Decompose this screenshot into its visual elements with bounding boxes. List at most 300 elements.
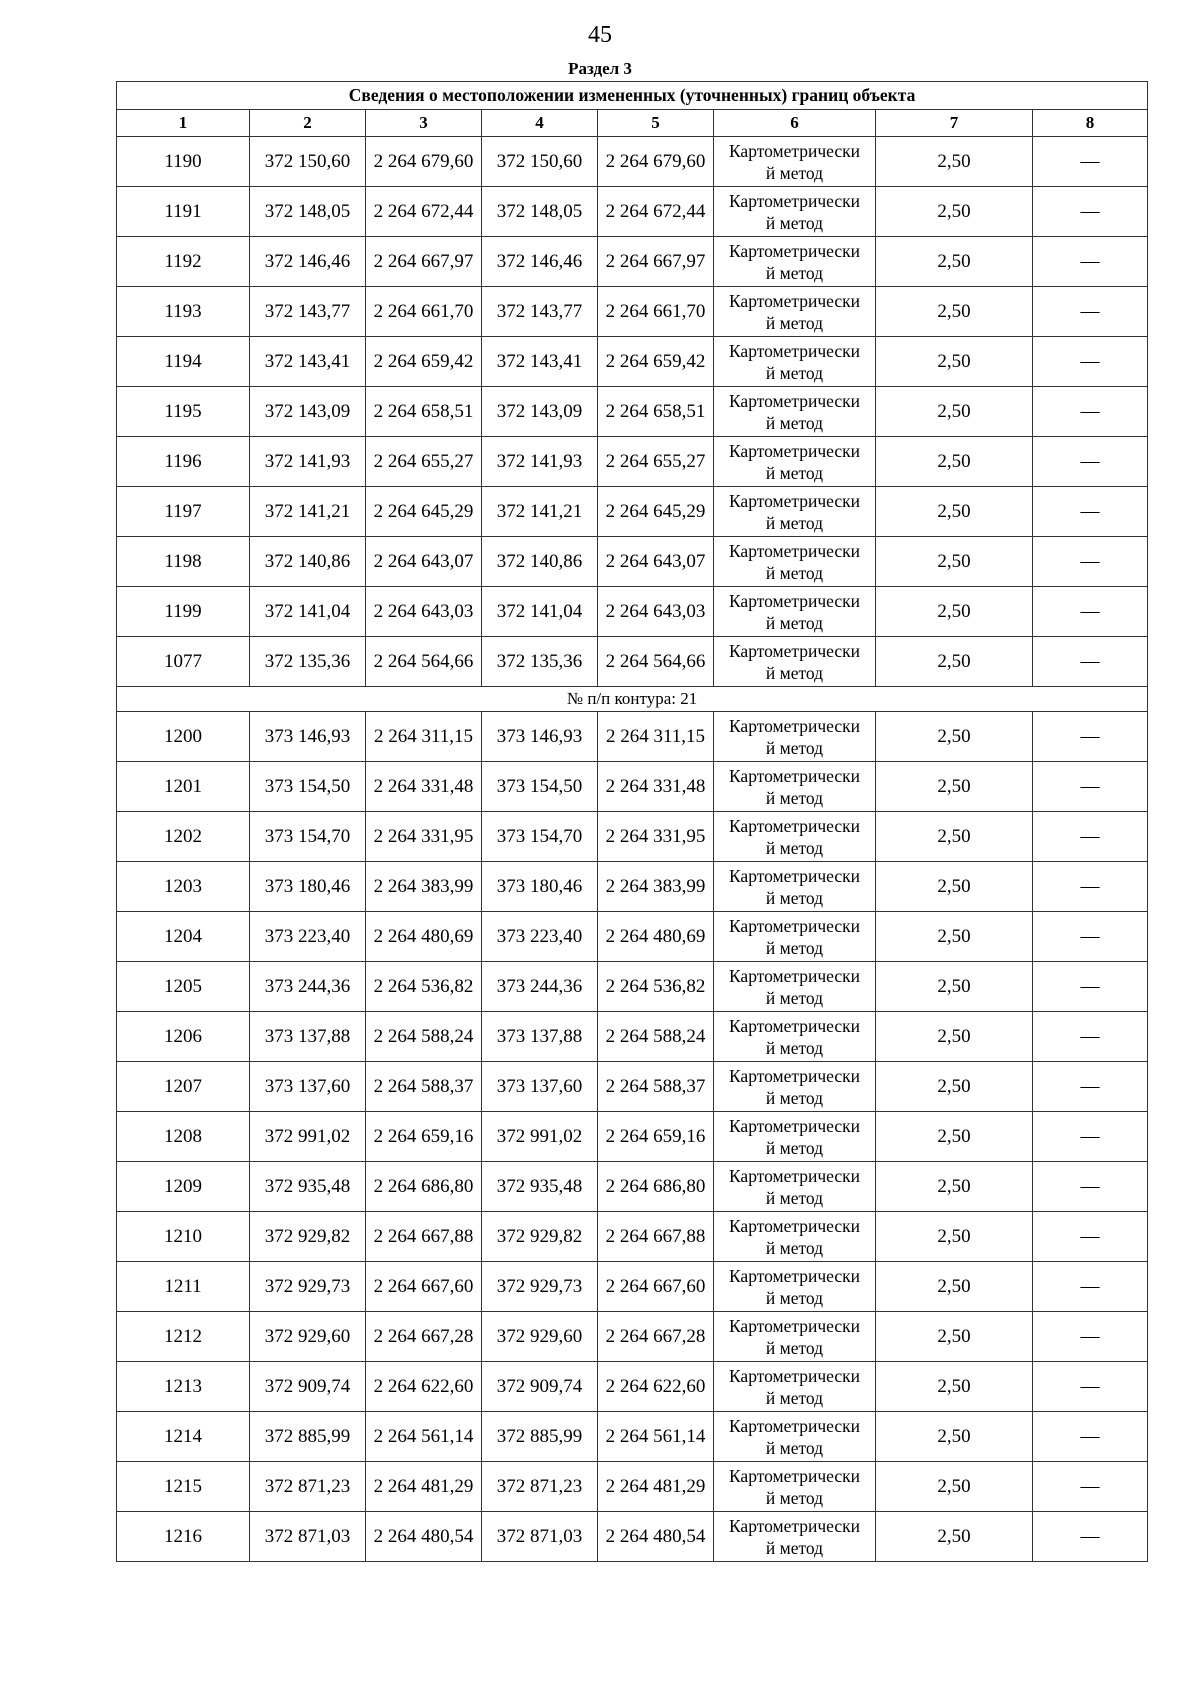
y-existing-cell: 2 264 311,15 — [366, 712, 482, 762]
table-row — [117, 187, 1148, 237]
contour-label-row — [117, 687, 1148, 712]
y-existing-cell: 2 264 667,97 — [366, 237, 482, 287]
method-cell — [714, 862, 876, 912]
accuracy-cell: 2,50 — [876, 137, 1033, 187]
column-number: 4 — [482, 110, 598, 137]
method-text-line1: Картометрически — [728, 490, 861, 511]
y-existing-cell: 2 264 659,42 — [366, 337, 482, 387]
method-cell — [714, 287, 876, 337]
x-refined-cell: 372 141,21 — [482, 487, 598, 537]
method-text-line2: й метод — [765, 937, 824, 958]
method-text-line1: Картометрически — [728, 1015, 861, 1036]
y-existing-cell: 2 264 667,88 — [366, 1212, 482, 1262]
method-text-line1: Картометрически — [728, 1165, 861, 1186]
x-existing-cell: 373 180,46 — [250, 862, 366, 912]
method-text-line1: Картометрически — [728, 1365, 861, 1386]
description-cell: — — [1033, 337, 1148, 387]
method-cell — [714, 712, 876, 762]
point-number-cell: 1203 — [117, 862, 250, 912]
method-text-line2: й метод — [765, 737, 824, 758]
method-text-line2: й метод — [765, 1287, 824, 1308]
method-text-line2: й метод — [765, 1137, 824, 1158]
x-existing-cell: 373 137,88 — [250, 1012, 366, 1062]
method-text-line2: й метод — [765, 512, 824, 533]
table-row — [117, 1262, 1148, 1312]
method-text-line1: Картометрически — [728, 1115, 861, 1136]
method-text-line2: й метод — [765, 1337, 824, 1358]
column-number: 1 — [117, 110, 250, 137]
x-refined-cell: 372 148,05 — [482, 187, 598, 237]
x-existing-cell: 372 885,99 — [250, 1412, 366, 1462]
y-refined-cell: 2 264 667,97 — [598, 237, 714, 287]
y-existing-cell: 2 264 331,95 — [366, 812, 482, 862]
point-number-cell: 1194 — [117, 337, 250, 387]
x-refined-cell: 372 885,99 — [482, 1412, 598, 1462]
table-row — [117, 587, 1148, 637]
method-cell — [714, 1412, 876, 1462]
accuracy-cell: 2,50 — [876, 1462, 1033, 1512]
x-existing-cell: 372 871,03 — [250, 1512, 366, 1562]
x-refined-cell: 372 143,09 — [482, 387, 598, 437]
x-refined-cell: 372 991,02 — [482, 1112, 598, 1162]
method-cell — [714, 1112, 876, 1162]
description-cell: — — [1033, 1362, 1148, 1412]
y-existing-cell: 2 264 331,48 — [366, 762, 482, 812]
method-cell — [714, 1162, 876, 1212]
x-existing-cell: 372 929,60 — [250, 1312, 366, 1362]
x-existing-cell: 373 154,70 — [250, 812, 366, 862]
method-text-line2: й метод — [765, 887, 824, 908]
contour-label: № п/п контура: 21 — [117, 687, 1148, 712]
point-number-cell: 1077 — [117, 637, 250, 687]
method-cell — [714, 962, 876, 1012]
point-number-cell: 1210 — [117, 1212, 250, 1262]
y-refined-cell: 2 264 383,99 — [598, 862, 714, 912]
method-cell — [714, 237, 876, 287]
y-existing-cell: 2 264 658,51 — [366, 387, 482, 437]
y-refined-cell: 2 264 645,29 — [598, 487, 714, 537]
x-existing-cell: 372 148,05 — [250, 187, 366, 237]
y-refined-cell: 2 264 667,28 — [598, 1312, 714, 1362]
x-refined-cell: 373 244,36 — [482, 962, 598, 1012]
method-text-line2: й метод — [765, 162, 824, 183]
accuracy-cell: 2,50 — [876, 587, 1033, 637]
method-cell — [714, 1212, 876, 1262]
x-refined-cell: 373 154,50 — [482, 762, 598, 812]
method-cell — [714, 137, 876, 187]
method-cell — [714, 1512, 876, 1562]
x-existing-cell: 372 143,09 — [250, 387, 366, 437]
y-refined-cell: 2 264 481,29 — [598, 1462, 714, 1512]
x-refined-cell: 373 137,88 — [482, 1012, 598, 1062]
y-existing-cell: 2 264 481,29 — [366, 1462, 482, 1512]
accuracy-cell: 2,50 — [876, 962, 1033, 1012]
point-number-cell: 1213 — [117, 1362, 250, 1412]
column-number: 6 — [714, 110, 876, 137]
y-refined-cell: 2 264 659,16 — [598, 1112, 714, 1162]
point-number-cell: 1206 — [117, 1012, 250, 1062]
method-cell — [714, 637, 876, 687]
method-text-line2: й метод — [765, 787, 824, 808]
description-cell: — — [1033, 1462, 1148, 1512]
table-row — [117, 237, 1148, 287]
table-row — [117, 1212, 1148, 1262]
method-text-line1: Картометрически — [728, 640, 861, 661]
method-cell — [714, 1012, 876, 1062]
table-row — [117, 437, 1148, 487]
coordinates-table — [116, 81, 1148, 1562]
table-row — [117, 1462, 1148, 1512]
x-existing-cell: 372 150,60 — [250, 137, 366, 187]
point-number-cell: 1214 — [117, 1412, 250, 1462]
method-text-line1: Картометрически — [728, 815, 861, 836]
table-row — [117, 387, 1148, 437]
y-existing-cell: 2 264 672,44 — [366, 187, 482, 237]
table-row — [117, 1312, 1148, 1362]
table-row — [117, 912, 1148, 962]
table-row — [117, 762, 1148, 812]
point-number-cell: 1215 — [117, 1462, 250, 1512]
x-existing-cell: 373 223,40 — [250, 912, 366, 962]
method-text-line1: Картометрически — [728, 1215, 861, 1236]
point-number-cell: 1208 — [117, 1112, 250, 1162]
x-existing-cell: 372 935,48 — [250, 1162, 366, 1212]
accuracy-cell: 2,50 — [876, 237, 1033, 287]
x-refined-cell: 372 871,23 — [482, 1462, 598, 1512]
x-existing-cell: 373 244,36 — [250, 962, 366, 1012]
y-refined-cell: 2 264 480,54 — [598, 1512, 714, 1562]
y-refined-cell: 2 264 480,69 — [598, 912, 714, 962]
y-refined-cell: 2 264 331,48 — [598, 762, 714, 812]
method-text-line1: Картометрически — [728, 140, 861, 161]
accuracy-cell: 2,50 — [876, 1412, 1033, 1462]
method-cell — [714, 912, 876, 962]
x-existing-cell: 373 146,93 — [250, 712, 366, 762]
x-existing-cell: 372 140,86 — [250, 537, 366, 587]
accuracy-cell: 2,50 — [876, 1012, 1033, 1062]
method-text-line2: й метод — [765, 1087, 824, 1108]
point-number-cell: 1202 — [117, 812, 250, 862]
y-refined-cell: 2 264 661,70 — [598, 287, 714, 337]
method-text-line2: й метод — [765, 612, 824, 633]
accuracy-cell: 2,50 — [876, 812, 1033, 862]
accuracy-cell: 2,50 — [876, 762, 1033, 812]
x-refined-cell: 372 871,03 — [482, 1512, 598, 1562]
x-refined-cell: 372 909,74 — [482, 1362, 598, 1412]
method-cell — [714, 187, 876, 237]
column-number: 5 — [598, 110, 714, 137]
column-number: 7 — [876, 110, 1033, 137]
y-refined-cell: 2 264 622,60 — [598, 1362, 714, 1412]
method-cell — [714, 487, 876, 537]
y-refined-cell: 2 264 561,14 — [598, 1412, 714, 1462]
y-refined-cell: 2 264 643,03 — [598, 587, 714, 637]
method-text-line2: й метод — [765, 412, 824, 433]
y-existing-cell: 2 264 622,60 — [366, 1362, 482, 1412]
accuracy-cell: 2,50 — [876, 537, 1033, 587]
description-cell: — — [1033, 1262, 1148, 1312]
method-cell — [714, 1362, 876, 1412]
x-refined-cell: 372 141,93 — [482, 437, 598, 487]
x-refined-cell: 373 180,46 — [482, 862, 598, 912]
y-refined-cell: 2 264 667,88 — [598, 1212, 714, 1262]
description-cell: — — [1033, 762, 1148, 812]
method-text-line1: Картометрически — [728, 915, 861, 936]
method-cell — [714, 337, 876, 387]
method-text-line1: Картометрически — [728, 340, 861, 361]
method-text-line1: Картометрически — [728, 1265, 861, 1286]
accuracy-cell: 2,50 — [876, 637, 1033, 687]
description-cell: — — [1033, 387, 1148, 437]
table-row — [117, 1412, 1148, 1462]
accuracy-cell: 2,50 — [876, 287, 1033, 337]
description-cell: — — [1033, 587, 1148, 637]
table-row — [117, 487, 1148, 537]
table-row — [117, 137, 1148, 187]
table-title: Сведения о местоположении измененных (уточненных) границ объекта — [117, 82, 1148, 110]
y-existing-cell: 2 264 686,80 — [366, 1162, 482, 1212]
method-cell — [714, 537, 876, 587]
description-cell: — — [1033, 1112, 1148, 1162]
x-refined-cell: 372 929,82 — [482, 1212, 598, 1262]
description-cell: — — [1033, 812, 1148, 862]
method-cell — [714, 1262, 876, 1312]
x-refined-cell: 372 140,86 — [482, 537, 598, 587]
accuracy-cell: 2,50 — [876, 1212, 1033, 1262]
y-refined-cell: 2 264 667,60 — [598, 1262, 714, 1312]
y-refined-cell: 2 264 588,37 — [598, 1062, 714, 1112]
x-refined-cell: 373 154,70 — [482, 812, 598, 862]
x-existing-cell: 372 141,21 — [250, 487, 366, 537]
x-existing-cell: 373 154,50 — [250, 762, 366, 812]
x-existing-cell: 372 929,82 — [250, 1212, 366, 1262]
method-text-line2: й метод — [765, 1237, 824, 1258]
method-text-line2: й метод — [765, 1187, 824, 1208]
method-text-line1: Картометрически — [728, 390, 861, 411]
table-row — [117, 1112, 1148, 1162]
x-existing-cell: 372 143,41 — [250, 337, 366, 387]
description-cell: — — [1033, 712, 1148, 762]
description-cell: — — [1033, 962, 1148, 1012]
table-row — [117, 1512, 1148, 1562]
method-text-line2: й метод — [765, 1387, 824, 1408]
method-text-line1: Картометрически — [728, 290, 861, 311]
x-refined-cell: 373 146,93 — [482, 712, 598, 762]
description-cell: — — [1033, 637, 1148, 687]
x-refined-cell: 373 223,40 — [482, 912, 598, 962]
x-existing-cell: 372 909,74 — [250, 1362, 366, 1412]
method-text-line2: й метод — [765, 987, 824, 1008]
x-refined-cell: 372 143,41 — [482, 337, 598, 387]
x-refined-cell: 372 929,60 — [482, 1312, 598, 1362]
x-existing-cell: 373 137,60 — [250, 1062, 366, 1112]
table-row — [117, 1362, 1148, 1412]
point-number-cell: 1212 — [117, 1312, 250, 1362]
description-cell: — — [1033, 1512, 1148, 1562]
y-refined-cell: 2 264 655,27 — [598, 437, 714, 487]
x-refined-cell: 373 137,60 — [482, 1062, 598, 1112]
accuracy-cell: 2,50 — [876, 437, 1033, 487]
method-text-line1: Картометрически — [728, 440, 861, 461]
x-existing-cell: 372 871,23 — [250, 1462, 366, 1512]
description-cell: — — [1033, 237, 1148, 287]
method-text-line1: Картометрически — [728, 590, 861, 611]
y-refined-cell: 2 264 564,66 — [598, 637, 714, 687]
method-text-line1: Картометрически — [728, 1065, 861, 1086]
method-text-line1: Картометрически — [728, 1515, 861, 1536]
point-number-cell: 1196 — [117, 437, 250, 487]
point-number-cell: 1192 — [117, 237, 250, 287]
x-refined-cell: 372 141,04 — [482, 587, 598, 637]
x-refined-cell: 372 146,46 — [482, 237, 598, 287]
y-refined-cell: 2 264 331,95 — [598, 812, 714, 862]
section-title: Раздел 3 — [568, 59, 632, 78]
x-existing-cell: 372 929,73 — [250, 1262, 366, 1312]
method-text-line2: й метод — [765, 1537, 824, 1558]
x-existing-cell: 372 141,93 — [250, 437, 366, 487]
table-body — [117, 137, 1148, 1562]
method-cell — [714, 762, 876, 812]
description-cell: — — [1033, 862, 1148, 912]
accuracy-cell: 2,50 — [876, 862, 1033, 912]
method-text-line1: Картометрически — [728, 1465, 861, 1486]
table-row — [117, 537, 1148, 587]
accuracy-cell: 2,50 — [876, 1112, 1033, 1162]
description-cell: — — [1033, 912, 1148, 962]
method-text-line2: й метод — [765, 1037, 824, 1058]
accuracy-cell: 2,50 — [876, 1262, 1033, 1312]
column-number: 2 — [250, 110, 366, 137]
accuracy-cell: 2,50 — [876, 712, 1033, 762]
table-row — [117, 337, 1148, 387]
method-text-line1: Картометрически — [728, 765, 861, 786]
accuracy-cell: 2,50 — [876, 1512, 1033, 1562]
table-row — [117, 712, 1148, 762]
point-number-cell: 1211 — [117, 1262, 250, 1312]
page-number: 45 — [588, 22, 612, 48]
description-cell: — — [1033, 1162, 1148, 1212]
x-refined-cell: 372 143,77 — [482, 287, 598, 337]
y-existing-cell: 2 264 588,37 — [366, 1062, 482, 1112]
y-refined-cell: 2 264 588,24 — [598, 1012, 714, 1062]
x-refined-cell: 372 135,36 — [482, 637, 598, 687]
y-existing-cell: 2 264 667,28 — [366, 1312, 482, 1362]
y-existing-cell: 2 264 659,16 — [366, 1112, 482, 1162]
x-refined-cell: 372 929,73 — [482, 1262, 598, 1312]
description-cell: — — [1033, 287, 1148, 337]
table-row — [117, 1162, 1148, 1212]
point-number-cell: 1198 — [117, 537, 250, 587]
description-cell: — — [1033, 537, 1148, 587]
y-existing-cell: 2 264 643,07 — [366, 537, 482, 587]
method-text-line2: й метод — [765, 262, 824, 283]
method-text-line2: й метод — [765, 1487, 824, 1508]
description-cell: — — [1033, 487, 1148, 537]
y-refined-cell: 2 264 536,82 — [598, 962, 714, 1012]
y-existing-cell: 2 264 655,27 — [366, 437, 482, 487]
table-row — [117, 862, 1148, 912]
table-row — [117, 637, 1148, 687]
method-cell — [714, 437, 876, 487]
column-number: 8 — [1033, 110, 1148, 137]
method-text-line2: й метод — [765, 362, 824, 383]
method-cell — [714, 1312, 876, 1362]
method-text-line1: Картометрически — [728, 190, 861, 211]
table-row — [117, 1062, 1148, 1112]
method-text-line2: й метод — [765, 837, 824, 858]
point-number-cell: 1199 — [117, 587, 250, 637]
accuracy-cell: 2,50 — [876, 1362, 1033, 1412]
y-existing-cell: 2 264 679,60 — [366, 137, 482, 187]
y-existing-cell: 2 264 536,82 — [366, 962, 482, 1012]
y-existing-cell: 2 264 661,70 — [366, 287, 482, 337]
accuracy-cell: 2,50 — [876, 187, 1033, 237]
point-number-cell: 1195 — [117, 387, 250, 437]
y-refined-cell: 2 264 658,51 — [598, 387, 714, 437]
method-text-line2: й метод — [765, 212, 824, 233]
table-title-row — [117, 82, 1148, 110]
point-number-cell: 1209 — [117, 1162, 250, 1212]
accuracy-cell: 2,50 — [876, 1162, 1033, 1212]
point-number-cell: 1216 — [117, 1512, 250, 1562]
method-text-line1: Картометрически — [728, 1315, 861, 1336]
description-cell: — — [1033, 437, 1148, 487]
method-cell — [714, 387, 876, 437]
method-text-line1: Картометрически — [728, 715, 861, 736]
method-cell — [714, 812, 876, 862]
accuracy-cell: 2,50 — [876, 1312, 1033, 1362]
y-existing-cell: 2 264 643,03 — [366, 587, 482, 637]
description-cell: — — [1033, 1412, 1148, 1462]
x-existing-cell: 372 135,36 — [250, 637, 366, 687]
accuracy-cell: 2,50 — [876, 487, 1033, 537]
y-existing-cell: 2 264 645,29 — [366, 487, 482, 537]
x-existing-cell: 372 143,77 — [250, 287, 366, 337]
column-number: 3 — [366, 110, 482, 137]
description-cell: — — [1033, 137, 1148, 187]
point-number-cell: 1205 — [117, 962, 250, 1012]
y-existing-cell: 2 264 383,99 — [366, 862, 482, 912]
method-text-line2: й метод — [765, 1437, 824, 1458]
y-existing-cell: 2 264 564,66 — [366, 637, 482, 687]
table-row — [117, 962, 1148, 1012]
description-cell: — — [1033, 1062, 1148, 1112]
y-refined-cell: 2 264 311,15 — [598, 712, 714, 762]
method-cell — [714, 1462, 876, 1512]
description-cell: — — [1033, 1312, 1148, 1362]
column-number-row — [117, 110, 1148, 137]
x-existing-cell: 372 141,04 — [250, 587, 366, 637]
accuracy-cell: 2,50 — [876, 337, 1033, 387]
point-number-cell: 1197 — [117, 487, 250, 537]
method-text-line2: й метод — [765, 462, 824, 483]
method-cell — [714, 1062, 876, 1112]
x-existing-cell: 372 146,46 — [250, 237, 366, 287]
table-row — [117, 812, 1148, 862]
y-existing-cell: 2 264 480,54 — [366, 1512, 482, 1562]
method-text-line1: Картометрически — [728, 540, 861, 561]
y-refined-cell: 2 264 672,44 — [598, 187, 714, 237]
point-number-cell: 1190 — [117, 137, 250, 187]
accuracy-cell: 2,50 — [876, 912, 1033, 962]
y-refined-cell: 2 264 679,60 — [598, 137, 714, 187]
method-cell — [714, 587, 876, 637]
y-refined-cell: 2 264 686,80 — [598, 1162, 714, 1212]
y-refined-cell: 2 264 643,07 — [598, 537, 714, 587]
method-text-line1: Картометрически — [728, 1415, 861, 1436]
point-number-cell: 1191 — [117, 187, 250, 237]
description-cell: — — [1033, 1012, 1148, 1062]
